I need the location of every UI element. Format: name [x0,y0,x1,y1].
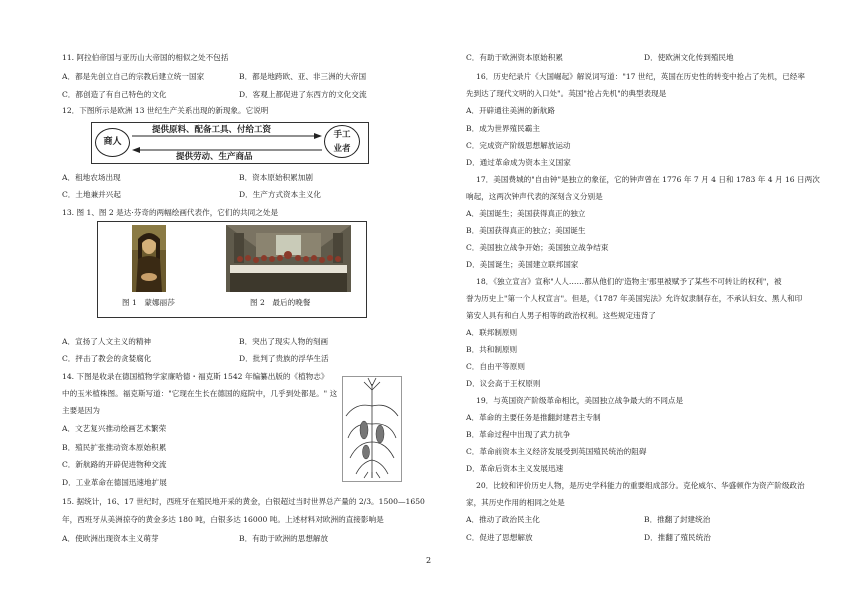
q13-option-c: C．抨击了教会的贪婪腐化 [62,354,152,363]
artisan-node-line2: 业者 [333,144,351,154]
q20-line1: 20．比较和评价历史人物，是历史学科能力的重要组成部分。克伦威尔、华盛顿作为资产阶级政治 [476,481,805,490]
q11-option-c: C．都创造了有自己特色的文化 [62,90,167,99]
q14-line1: 14. 下图是收录在德国植物学家廉哈德・福克斯 1542 年编纂出版的《植物志》 [62,372,329,381]
q15-option-c: C．有助于欧洲资本原始积累 [466,53,563,62]
q16-line2: 先到达了现代文明的入口处"。英国"抢占先机"的典型表现是 [466,89,667,98]
q14-option-d: D．工业革命在德国迅速地扩展 [62,478,167,487]
q14-line2: 中的玉米植株图。福克斯写道："它现在生长在德国的庭院中，几乎到处都是。" 这 [62,389,338,398]
corn-plant-illustration [342,376,402,482]
q19-option-c: C．革命前资本主义经济发展受到英国殖民统治的阻碍 [466,447,647,456]
q17-line2: 响起，这两次钟声代表的深刻含义分别是 [466,192,603,201]
q14-option-a: A．文艺复兴推动绘画艺术繁荣 [62,424,167,433]
q20-option-d: D．推翻了殖民统治 [644,533,711,542]
q12-option-b: B．资本原始积累加剧 [239,173,313,182]
q13-option-d: D．批判了贵族的浮华生活 [239,354,329,363]
q15-option-b: B．有助于欧洲的思想解放 [239,534,329,543]
q18-option-c: C．自由平等原则 [466,362,525,371]
q19-stem: 19．与英国资产阶级革命相比，美国独立战争最大的不同点是 [476,396,684,405]
q16-option-c: C．完成资产阶级思想解放运动 [466,141,571,150]
fig1-caption: 图 1 蒙娜丽莎 [122,298,175,307]
q19-option-a: A．革命的主要任务是推翻封建君主专制 [466,413,601,422]
q12-stem: 12．下图所示是欧洲 13 世纪生产关系出现的新现象。它说明 [62,106,269,115]
q17-option-d: D．美国诞生；美国建立联邦国家 [466,260,579,269]
q15-option-d: D．使欧洲文化传到殖民地 [644,53,734,62]
q20-option-a: A．推动了政治民主化 [466,515,540,524]
q17-option-c: C．美国独立战争开始；美国独立战争结束 [466,243,609,252]
q15-line1: 15. 据统计，16、17 世纪时，西班牙在殖民地开采的黄金，白银超过当时世界总产量的 2/3。1500—1650 [62,497,425,506]
q12-option-a: A．租地农场出现 [62,173,121,182]
q18-line3: 第安人具有和白人男子相等的政治权利。这些规定违背了 [466,311,656,320]
q13-stem: 13. 图 1、图 2 是达·芬奇的两幅绘画代表作，它们的共同之处是 [62,208,279,217]
q17-line1: 17．美国费城的"自由钟"是独立的象征，它的钟声曾在 1776 年 7 月 4 日和 1783 年 4 月 16 日两次 [476,175,820,184]
q12-option-d: D．生产方式资本主义化 [239,190,322,199]
artisan-node [324,125,360,158]
q18-option-d: D．议会高于王权原则 [466,379,541,388]
q13-option-a: A．宣扬了人文主义的精神 [62,337,152,346]
q12-diagram [91,122,369,164]
q16-option-a: A．开辟通往美洲的新航路 [466,106,556,115]
q15-line2: 年，西班牙从美洲掠夺的黄金多达 180 吨，白银多达 16000 吨。上述材料对欧洲的直接影响是 [62,515,384,524]
artisan-node-line1: 手工 [333,130,351,140]
q16-option-b: B．成为世界殖民霸主 [466,124,540,133]
last-supper-image [226,225,351,292]
q20-option-b: B．推翻了封建统治 [644,515,711,524]
merchant-node: 商人 [95,128,130,157]
q20-line2: 家，其历史作用的相同之处是 [466,498,565,507]
q11-option-a: A．都是先创立自己的宗教后建立统一国家 [62,72,205,81]
q11-option-d: D．客观上都促进了东西方的文化交流 [239,90,367,99]
mona-lisa-image [132,225,166,292]
q18-line1: 18．《独立宣言》宣称"人人……都从他们的'造物主'那里被赋予了某些不可转让的权利"，被 [476,277,782,286]
top-arrow-label: 提供原料、配备工具、付给工资 [152,125,272,135]
q13-figure-frame [97,221,367,318]
q20-option-c: C．促进了思想解放 [466,533,533,542]
q18-line2: 誉为历史上"第一个人权宣言"。但是，《1787 年美国宪法》允许奴隶制存在，不承认妇女、黑人和印 [466,294,803,303]
fig2-caption: 图 2 最后的晚餐 [250,298,311,307]
q15-option-a: A．使欧洲出现资本主义萌芽 [62,534,159,543]
q14-option-b: B．殖民扩张推动资本原始积累 [62,443,167,452]
page-number: 2 [426,556,432,565]
q16-line1: 16．历史纪录片《大国崛起》解说词写道："17 世纪，英国在历史性的转变中抢占了先机，已经率 [476,72,805,81]
q13-option-b: B．突出了现实人物的刻画 [239,337,329,346]
q14-option-c: C．新航路的开辟促进物种交流 [62,460,167,469]
q19-option-b: B．革命过程中出现了武力抗争 [466,430,571,439]
q11-option-b: B．都是地跨欧、亚、非三洲的大帝国 [239,72,367,81]
q18-option-b: B．共和制原则 [466,345,518,354]
q19-option-d: D．革命后资本主义发展迅速 [466,464,564,473]
q16-option-d: D．通过革命成为资本主义国家 [466,158,571,167]
bottom-arrow-label: 提供劳动、生产商品 [176,152,253,162]
q12-option-c: C．土地兼并兴起 [62,190,121,199]
q18-option-a: A．联邦制原则 [466,328,518,337]
q14-line3: 主要是因为 [62,406,100,415]
q17-option-a: A．美国诞生；美国获得真正的独立 [466,209,586,218]
q17-option-b: B．美国获得真正的独立；美国诞生 [466,226,586,235]
q11-stem: 11. 阿拉伯帝国与亚历山大帝国的相似之处不包括 [62,53,229,62]
